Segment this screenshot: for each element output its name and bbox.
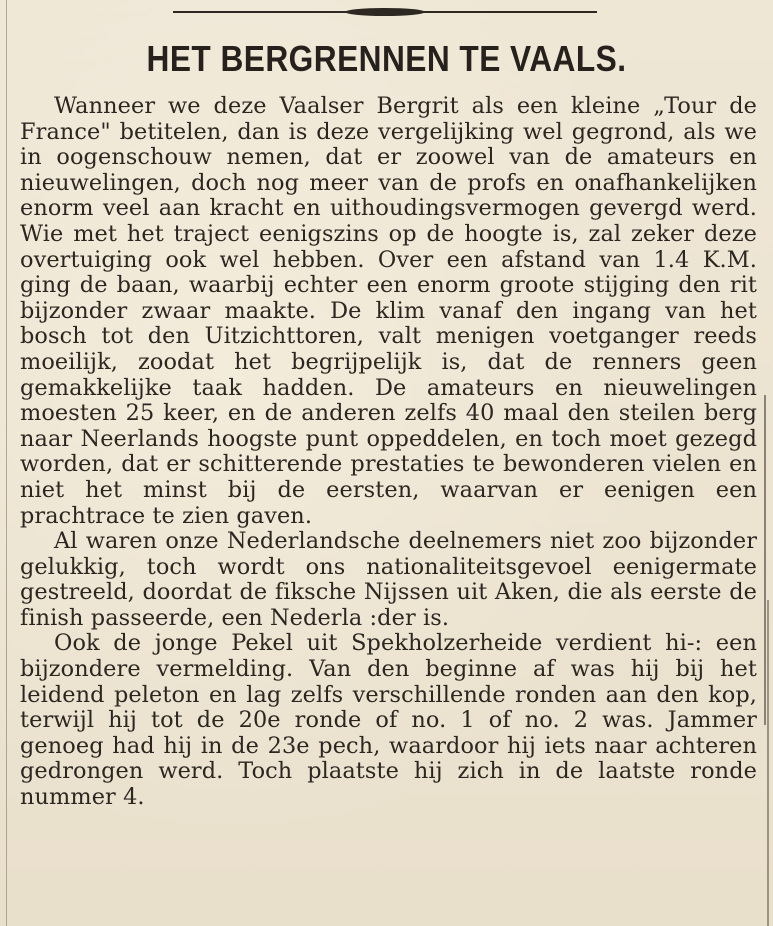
ornamental-rule: [173, 8, 597, 16]
article-paragraph-1: Wanneer we deze Vaalser Bergrit als een kleine „Tour de France" betitelen, dan is deze vergelijking wel gegrond, als we in oogenschouw nemen, dat er zoowel van de amateurs en nieuwelingen, doch nog meer van de profs en onafhankelijken enorm veel aan kracht en uithoudingsvermogen gevergd werd. Wie met het traject eenigszins op de hoogte is, zal zeker deze overtuiging ook wel hebben. Over een afstand van 1.4 K.M. ging de baan, waarbij echter een enorm groote stijging den rit bijzonder zwaar maakte. De klim vanaf den ingang van het bosch tot den Uitzichttoren, valt menigen voetganger reeds moeilijk, zoodat het begrijpelijk is, dat de renners geen gemakkelijke taak hadden. De amateurs en nieuwelingen moesten 25 keer, en de anderen zelfs 40 maal den steilen berg naar Neerlands hoogste punt oppeddelen, en toch moet gezegd worden, dat er schitterende prestaties te bewonderen vielen en niet het minst bij de eersten, waarvan er eenigen een prachtrace te zien gaven.: [20, 93, 757, 529]
rule-ornament-knot: [345, 8, 425, 16]
article-paragraph-2: Al waren onze Nederlandsche deelnemers niet zoo bijzonder gelukkig, toch wordt ons nationaliteitsgevoel eenigermate gestreeld, doordat de fiksche Nijssen uit Aken, die als eerste de finish passeerde, een Nederla :der is.: [20, 528, 757, 631]
article-body: [20, 94, 757, 811]
column-edge-right-lower: [767, 600, 769, 926]
article-paragraph-3: Ook de jonge Pekel uit Spekholzerheide verdient hi-: een bijzondere vermelding. Van den beginne af was hij bij het leidend peleton en lag zelfs verschillende ronden aan den kop, terwijl hij tot de 20e ronde of no. 1 of no. 2 was. Jammer genoeg had hij in de 23e pech, waardoor hij iets naar achteren gedrongen werd. Toch plaatste hij zich in de laatste ronde nummer 4.: [20, 630, 757, 811]
article-headline: HET BERGRENNEN TE VAALS.: [146, 38, 627, 79]
column-edge-left: [6, 0, 7, 926]
column-edge-right: [764, 395, 766, 725]
